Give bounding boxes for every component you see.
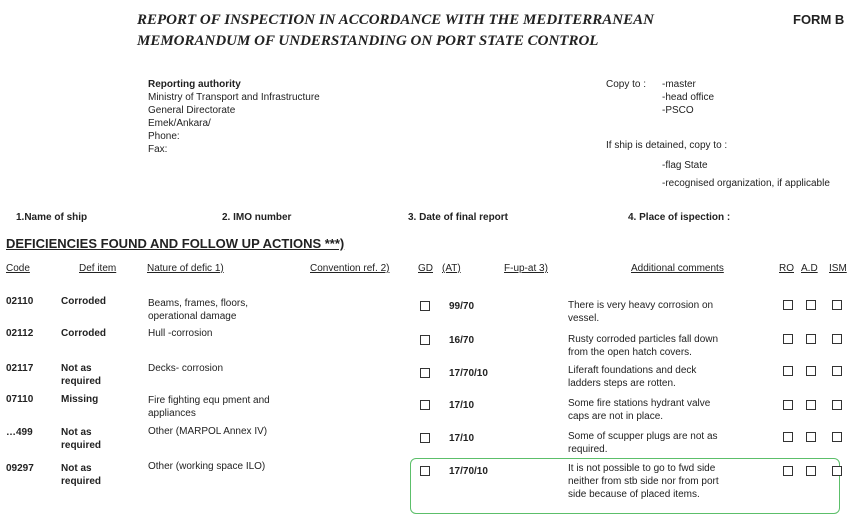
row-comments-line: Some fire stations hydrant valve [568, 398, 711, 409]
row-nature-line: Other (working space ILO) [148, 461, 266, 472]
ad-checkbox[interactable] [806, 334, 816, 344]
row-def-item [61, 362, 101, 388]
row-code: 02112 [6, 328, 34, 339]
row-comments-line: Rusty corroded particles fall down [568, 334, 719, 345]
row-comments-line: neither from stb side nor from port [568, 476, 719, 487]
row-comments-line: caps are not in place. [568, 411, 664, 422]
detained-label: If ship is detained, copy to : [606, 140, 728, 151]
row-nature [148, 327, 212, 340]
ism-checkbox[interactable] [832, 300, 842, 310]
gd-checkbox[interactable] [420, 400, 430, 410]
form-label: FORM B [793, 12, 845, 27]
row-def-item-line: required [61, 440, 102, 451]
gd-checkbox[interactable] [420, 466, 430, 476]
col-header-ro: RO [779, 263, 794, 274]
field-place-of-inspection: 4. Place of ispection : [628, 212, 731, 223]
field-name-of-ship: 1.Name of ship [16, 212, 88, 223]
copy-item: -PSCO [662, 105, 694, 116]
row-code: 02117 [6, 363, 34, 374]
authority-line: Phone: [148, 131, 180, 142]
authority-line: General Directorate [148, 105, 236, 116]
detained-list [662, 157, 830, 193]
row-comments-line: side because of placed items. [568, 489, 700, 500]
row-code: 09297 [6, 463, 34, 474]
row-at: 17/10 [449, 400, 475, 411]
ad-checkbox[interactable] [806, 400, 816, 410]
col-header-ad: A.D [801, 263, 818, 274]
row-nature [148, 297, 248, 323]
report-title [137, 10, 654, 52]
row-at: 17/70/10 [449, 368, 488, 379]
row-comments-line: Liferaft foundations and deck [568, 365, 697, 376]
row-def-item-line: Not as [61, 427, 92, 438]
ism-checkbox[interactable] [832, 366, 842, 376]
row-nature-line: Hull -corrosion [148, 328, 213, 339]
ism-checkbox[interactable] [832, 466, 842, 476]
row-nature-line: Other (MARPOL Annex IV) [148, 426, 268, 437]
row-def-item-line: Corroded [61, 328, 106, 339]
row-comments [568, 462, 719, 501]
row-def-item-line: Not as [61, 363, 92, 374]
col-header-code: Code [6, 263, 30, 274]
row-comments [568, 364, 696, 390]
copy-item: -head office [662, 92, 715, 103]
col-header-ism: ISM [829, 263, 847, 274]
gd-checkbox[interactable] [420, 368, 430, 378]
ad-checkbox[interactable] [806, 466, 816, 476]
gd-checkbox[interactable] [420, 433, 430, 443]
row-comments [568, 333, 718, 359]
row-comments-line: required. [568, 444, 608, 455]
authority-block [148, 78, 320, 156]
row-comments-line: There is very heavy corrosion on [568, 300, 714, 311]
row-nature-line: operational damage [148, 311, 237, 322]
row-comments-line: ladders steps are rotten. [568, 378, 676, 389]
copy-item: -master [662, 79, 696, 90]
ism-checkbox[interactable] [832, 432, 842, 442]
row-code: 07110 [6, 394, 34, 405]
row-comments-line: It is not possible to go to fwd side [568, 463, 716, 474]
row-def-item-line: Corroded [61, 296, 106, 307]
row-at: 17/70/10 [449, 466, 488, 477]
ro-checkbox[interactable] [783, 334, 793, 344]
col-header-convention: Convention ref. 2) [310, 263, 390, 274]
row-at: 17/10 [449, 433, 475, 444]
row-def-item [61, 393, 98, 406]
row-nature-line: appliances [148, 408, 196, 419]
row-at: 16/70 [449, 335, 475, 346]
row-comments [568, 430, 718, 456]
row-comments [568, 299, 713, 325]
row-def-item-line: required [61, 476, 102, 487]
col-header-def-item: Def item [79, 263, 117, 274]
ism-checkbox[interactable] [832, 334, 842, 344]
row-def-item [61, 462, 101, 488]
field-imo-number: 2. IMO number [222, 212, 292, 223]
authority-line: Fax: [148, 144, 168, 155]
row-nature [148, 394, 270, 420]
ro-checkbox[interactable] [783, 400, 793, 410]
row-code: 02110 [6, 296, 34, 307]
gd-checkbox[interactable] [420, 335, 430, 345]
row-comments-line: Some of scupper plugs are not as [568, 431, 718, 442]
row-nature-line: Decks- corrosion [148, 363, 224, 374]
col-header-followup: F-up-at 3) [504, 263, 548, 274]
deficiencies-title: DEFICIENCIES FOUND AND FOLLOW UP ACTIONS ***) [6, 236, 345, 251]
row-code: …499 [6, 427, 33, 438]
detained-item: -recognised organization, if applicable [662, 178, 830, 189]
row-nature-line: Beams, frames, floors, [148, 298, 249, 309]
copy-list [662, 78, 714, 117]
authority-line: Emek/Ankara/ [148, 118, 211, 129]
row-at: 99/70 [449, 301, 475, 312]
ro-checkbox[interactable] [783, 300, 793, 310]
row-comments [568, 397, 710, 423]
row-def-item [61, 295, 106, 308]
authority-heading: Reporting authority [148, 79, 241, 90]
ad-checkbox[interactable] [806, 432, 816, 442]
row-def-item-line: Missing [61, 394, 99, 405]
col-header-at: (AT) [442, 263, 461, 274]
ro-checkbox[interactable] [783, 366, 793, 376]
ad-checkbox[interactable] [806, 366, 816, 376]
report-title-line1: REPORT OF INSPECTION IN ACCORDANCE WITH THE MEDITERRANEAN [137, 12, 654, 28]
copy-label: Copy to : [606, 79, 647, 90]
detained-item: -flag State [662, 160, 708, 171]
row-def-item-line: required [61, 376, 102, 387]
row-nature [148, 460, 265, 473]
row-nature-line: Fire fighting equ pment and [148, 395, 270, 406]
report-title-line2: MEMORANDUM OF UNDERSTANDING ON PORT STATE CONTROL [137, 33, 599, 49]
col-header-comments: Additional comments [631, 263, 724, 274]
field-date-final-report: 3. Date of final report [408, 212, 509, 223]
row-def-item-line: Not as [61, 463, 92, 474]
row-comments-line: vessel. [568, 313, 600, 324]
col-header-nature: Nature of defic 1) [147, 263, 224, 274]
authority-line: Ministry of Transport and Infrastructure [148, 92, 320, 103]
gd-checkbox[interactable] [420, 301, 430, 311]
ro-checkbox[interactable] [783, 432, 793, 442]
ism-checkbox[interactable] [832, 400, 842, 410]
row-nature [148, 425, 267, 438]
row-comments-line: from the open hatch covers. [568, 347, 692, 358]
row-def-item [61, 327, 106, 340]
ro-checkbox[interactable] [783, 466, 793, 476]
col-header-gd: GD [418, 263, 433, 274]
row-def-item [61, 426, 101, 452]
row-nature [148, 362, 223, 375]
ad-checkbox[interactable] [806, 300, 816, 310]
